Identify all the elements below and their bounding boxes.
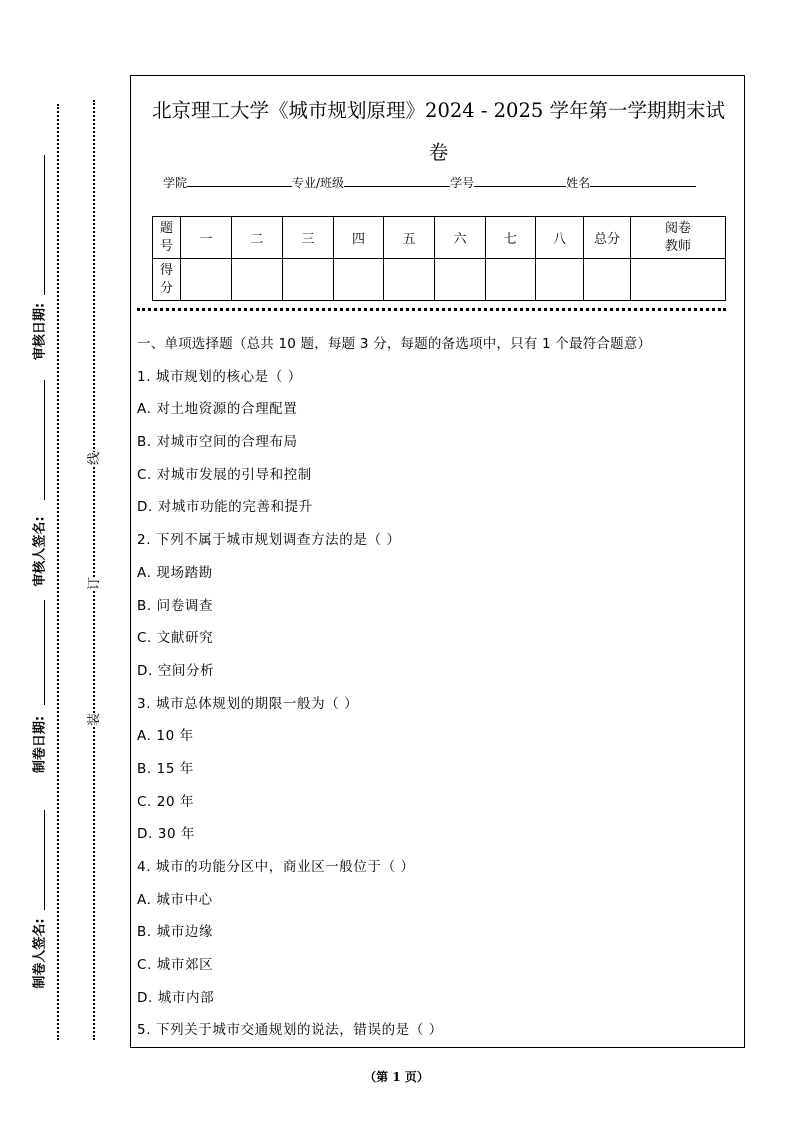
reviewer-head: 阅卷 教师: [631, 217, 726, 259]
score-cell-1[interactable]: [181, 259, 232, 301]
option-line: D. 30 年: [137, 826, 196, 843]
option-line: A. 对土地资源的合理配置: [137, 401, 298, 418]
col-5: 五: [384, 217, 435, 259]
col-1: 一: [181, 217, 232, 259]
question-line: 1. 城市规划的核心是（ ）: [137, 368, 302, 385]
col-total: 总分: [584, 217, 631, 259]
score-head: 得 分: [153, 259, 181, 301]
option-line: B. 15 年: [137, 760, 195, 777]
binding-mark-line: 线: [81, 452, 104, 465]
exam-title-line2: 卷: [428, 141, 449, 164]
score-cell-4[interactable]: [334, 259, 384, 301]
option-line: D. 空间分析: [137, 662, 215, 679]
major-field[interactable]: [344, 174, 450, 187]
option-line: D. 城市内部: [137, 989, 215, 1006]
make-date-label: 制卷日期:: [32, 715, 48, 774]
option-line: D. 对城市功能的完善和提升: [137, 499, 313, 516]
question-line: 5. 下列关于城市交通规划的说法，错误的是（ ）: [137, 1022, 443, 1039]
score-table: [152, 216, 726, 301]
option-line: A. 城市中心: [137, 891, 213, 908]
option-line: A. 现场踏勘: [137, 564, 213, 581]
signature-line-make-date: [44, 600, 45, 705]
score-cell-reviewer[interactable]: [631, 259, 726, 301]
name-field[interactable]: [590, 174, 696, 187]
question-line: 4. 城市的功能分区中，商业区一般位于（ ）: [137, 859, 415, 875]
question-line: 2. 下列不属于城市规划调查方法的是（ ）: [137, 532, 401, 549]
col-2: 二: [232, 217, 283, 259]
option-line: C. 城市郊区: [137, 957, 214, 974]
separator-dotted-line: [137, 308, 726, 311]
name-label: 姓名: [566, 176, 591, 190]
signature-line-reviewer: [44, 380, 45, 500]
maker-signature-label: 制卷人签名:: [32, 918, 48, 989]
binding-mark-staple: 订: [81, 577, 104, 590]
binding-dotted-line-outer: [57, 104, 59, 1040]
col-8: 八: [536, 217, 584, 259]
score-cell-total[interactable]: [584, 259, 631, 301]
major-label: 专业/班级: [292, 176, 345, 190]
option-line: B. 问卷调查: [137, 597, 214, 614]
score-cell-3[interactable]: [283, 259, 334, 301]
student-info-row: [163, 174, 696, 191]
page-number: （第 1 页）: [364, 1070, 429, 1084]
student-id-field[interactable]: [474, 174, 566, 187]
score-table-header-row: [153, 217, 726, 259]
binding-mark-bind: 装: [81, 713, 104, 726]
score-cell-6[interactable]: [435, 259, 486, 301]
exam-title-line1: 北京理工大学《城市规划原理》2024 - 2025 学年第一学期期末试: [152, 99, 725, 122]
binding-dotted-line-inner: [93, 100, 95, 1040]
student-id-label: 学号: [450, 176, 475, 190]
score-cell-5[interactable]: [384, 259, 435, 301]
exam-title: [131, 90, 746, 174]
question-line: 3. 城市总体规划的期限一般为（ ）: [137, 695, 359, 712]
score-cell-8[interactable]: [536, 259, 584, 301]
signature-line-review-date: [44, 155, 45, 295]
option-line: C. 文献研究: [137, 630, 214, 647]
col-4: 四: [334, 217, 384, 259]
score-cell-2[interactable]: [232, 259, 283, 301]
exam-body: [137, 328, 745, 1047]
score-table-score-row: [153, 259, 726, 301]
review-date-label: 审核日期:: [32, 302, 48, 361]
option-line: C. 对城市发展的引导和控制: [137, 466, 312, 483]
option-line: A. 10 年: [137, 728, 194, 745]
option-line: B. 城市边缘: [137, 924, 214, 941]
college-label: 学院: [163, 176, 188, 190]
col-3: 三: [283, 217, 334, 259]
score-cell-7[interactable]: [486, 259, 536, 301]
col-7: 七: [486, 217, 536, 259]
question-number-head: 题 号: [153, 217, 181, 259]
option-line: B. 对城市空间的合理布局: [137, 434, 298, 451]
college-field[interactable]: [187, 174, 292, 187]
signature-line-maker: [44, 810, 45, 910]
option-line: C. 20 年: [137, 793, 195, 810]
exam-frame: [130, 75, 745, 1048]
section-heading: 一、单项选择题（总共 10 题，每题 3 分，每题的备选项中，只有 1 个最符合题意）: [137, 336, 652, 352]
col-6: 六: [435, 217, 486, 259]
reviewer-signature-label: 审核人签名:: [32, 516, 48, 587]
